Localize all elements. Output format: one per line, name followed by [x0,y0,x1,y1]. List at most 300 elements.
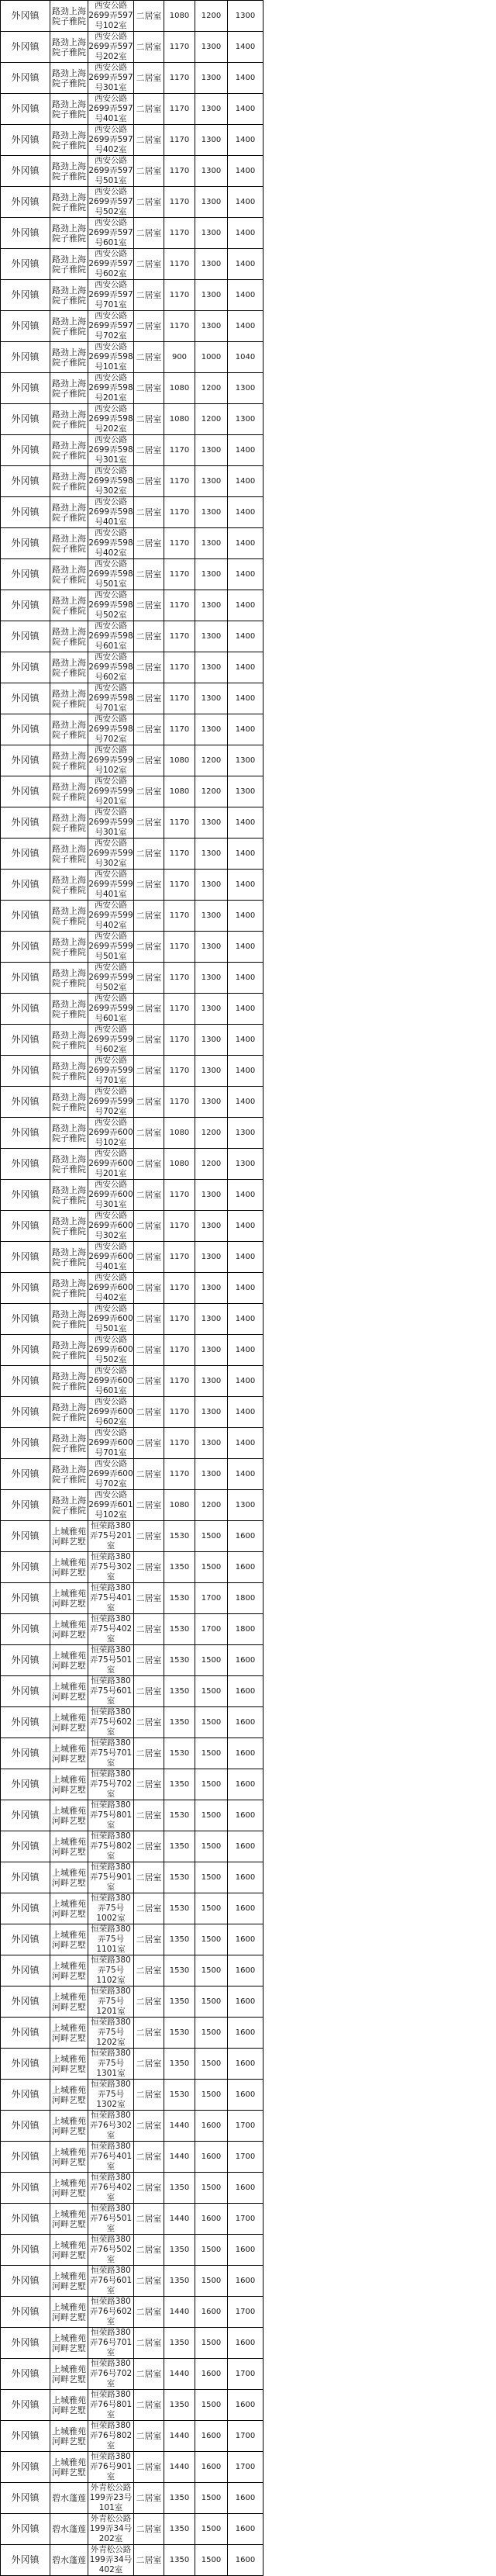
town-cell: 外冈镇 [1,1893,50,1924]
value-cell-3: 1400 [228,559,264,590]
table-row [1,404,264,435]
project-name-cell: 路劲上海院子雅院 [50,218,88,249]
value-cell-3: 1400 [228,932,264,963]
value-cell-1: 1350 [164,2328,195,2359]
value-cell-3: 1600 [228,2545,264,2576]
value-cell-3: 1400 [228,838,264,870]
unit-type-cell: 二居室 [134,1490,164,1521]
table-row [1,559,264,590]
value-cell-2: 1500 [195,1738,228,1769]
value-cell-3: 1400 [228,807,264,838]
value-cell-1: 1080 [164,776,195,807]
value-cell-1: 1440 [164,2421,195,2452]
project-name-cell: 路劲上海院子雅院 [50,838,88,870]
unit-type-cell: 二居室 [134,2142,164,2173]
value-cell-2: 1300 [195,994,228,1025]
address-cell: 西安公路2699弄597号202室 [88,32,133,61]
project-name-cell: 路劲上海院子雅院 [50,652,88,683]
value-cell-2: 1500 [195,1707,228,1738]
address-cell: 西安公路2699弄599号201室 [88,776,133,806]
value-cell-1: 1350 [164,1831,195,1862]
value-cell-3: 1600 [228,2266,264,2297]
project-name-cell: 路劲上海院子雅院 [50,1056,88,1087]
address-cell: 恒荣路380弄76号701室 [88,2328,134,2359]
project-name-cell: 路劲上海院子雅院 [50,1180,88,1211]
value-cell-3: 1400 [228,714,264,745]
town-cell: 外冈镇 [1,590,50,621]
table-row [1,373,264,404]
unit-type-cell: 二居室 [134,994,164,1025]
project-name-cell: 上城雅苑河畔艺墅 [50,1583,88,1614]
address-cell: 西安公路2699弄597号701室 [88,280,133,309]
value-cell-1: 1170 [164,1087,195,1118]
value-cell-3: 1700 [228,2142,264,2173]
value-cell-1: 1440 [164,2111,195,2142]
unit-type-cell: 二居室 [134,466,164,497]
value-cell-1: 1170 [164,311,195,342]
address-cell: 西安公路2699弄597号702室 [88,311,133,341]
town-cell: 外冈镇 [1,745,50,776]
project-name-cell: 路劲上海院子雅院 [50,125,88,156]
value-cell-3: 1400 [228,1211,264,1242]
value-cell-2: 1500 [195,1986,228,2018]
value-cell-3: 1600 [228,2080,264,2111]
project-name-cell: 上城雅苑河畔艺墅 [50,2018,88,2049]
town-cell: 外冈镇 [1,497,50,528]
value-cell-2: 1300 [195,249,228,280]
address-cell: 恒荣路380弄75号1201室 [88,1986,134,2018]
town-cell: 外冈镇 [1,1707,50,1738]
town-cell: 外冈镇 [1,1986,50,2018]
value-cell-2: 1300 [195,1335,228,1366]
table-row [1,1552,264,1583]
table-row [1,1149,264,1180]
value-cell-1: 1080 [164,1,195,32]
value-cell-2: 1300 [195,218,228,249]
value-cell-2: 1500 [195,2235,228,2266]
value-cell-1: 1080 [164,373,195,404]
value-cell-2: 1500 [195,2173,228,2204]
project-name-cell: 路劲上海院子雅院 [50,1242,88,1273]
value-cell-2: 1300 [195,870,228,901]
table-row [1,2297,264,2328]
address-cell: 恒荣路380弄75号402室 [88,1614,134,1645]
value-cell-3: 1600 [228,1769,264,1800]
address-cell: 西安公路2699弄599号401室 [88,870,133,899]
value-cell-3: 1300 [228,373,264,404]
unit-type-cell: 二居室 [134,1397,164,1428]
town-cell: 外冈镇 [1,94,50,125]
value-cell-2: 1300 [195,901,228,932]
value-cell-2: 1500 [195,1800,228,1831]
project-name-cell: 碧水蓬莲 [50,2545,88,2576]
value-cell-3: 1400 [228,1428,264,1459]
value-cell-2: 1300 [195,63,228,94]
address-cell: 恒荣路380弄75号602室 [88,1707,134,1738]
project-name-cell: 路劲上海院子雅院 [50,1118,88,1149]
unit-type-cell: 二居室 [134,2483,164,2514]
town-cell: 外冈镇 [1,2111,50,2142]
table-row [1,156,264,187]
project-name-cell: 上城雅苑河畔艺墅 [50,1645,88,1676]
town-cell: 外冈镇 [1,838,50,870]
table-row [1,218,264,249]
value-cell-2: 1600 [195,2297,228,2328]
address-cell: 外青松公路199弄34号202室 [88,2514,134,2545]
value-cell-1: 1170 [164,1304,195,1335]
address-cell: 西安公路2699弄598号202室 [88,404,133,434]
address-cell: 西安公路2699弄599号502室 [88,963,133,992]
value-cell-3: 1400 [228,435,264,466]
address-cell: 西安公路2699弄597号301室 [88,63,133,92]
unit-type-cell: 二居室 [134,1459,164,1490]
address-cell: 西安公路2699弄600号702室 [88,1459,133,1489]
value-cell-2: 1500 [195,1924,228,1955]
value-cell-3: 1400 [228,156,264,187]
project-name-cell: 上城雅苑河畔艺墅 [50,1614,88,1645]
value-cell-3: 1400 [228,683,264,714]
project-name-cell: 路劲上海院子雅院 [50,1,88,32]
value-cell-3: 1300 [228,1490,264,1521]
town-cell: 外冈镇 [1,156,50,187]
value-cell-1: 1170 [164,652,195,683]
table-row [1,1459,264,1490]
value-cell-3: 1400 [228,901,264,932]
table-row [1,497,264,528]
value-cell-1: 1170 [164,1211,195,1242]
unit-type-cell: 二居室 [134,2297,164,2328]
value-cell-1: 1170 [164,125,195,156]
value-cell-2: 1500 [195,1955,228,1986]
value-cell-1: 1350 [164,1986,195,2018]
value-cell-2: 1300 [195,590,228,621]
project-name-cell: 上城雅苑河畔艺墅 [50,2359,88,2390]
town-cell: 外冈镇 [1,932,50,963]
town-cell: 外冈镇 [1,1180,50,1211]
address-cell: 恒荣路380弄76号601室 [88,2266,134,2297]
town-cell: 外冈镇 [1,963,50,994]
project-name-cell: 路劲上海院子雅院 [50,342,88,373]
value-cell-2: 1700 [195,1583,228,1614]
town-cell: 外冈镇 [1,1087,50,1118]
unit-type-cell: 二居室 [134,1087,164,1118]
address-cell: 恒荣路380弄75号1102室 [88,1955,134,1986]
value-cell-1: 1440 [164,2204,195,2235]
project-name-cell: 路劲上海院子雅院 [50,528,88,559]
address-cell: 恒荣路380弄75号401室 [88,1583,134,1614]
address-cell: 西安公路2699弄600号302室 [88,1211,133,1240]
value-cell-1: 1170 [164,1397,195,1428]
table-row [1,1986,264,2018]
value-cell-1: 1350 [164,1552,195,1583]
value-cell-3: 1600 [228,1521,264,1552]
value-cell-1: 1170 [164,1180,195,1211]
project-name-cell: 上城雅苑河畔艺墅 [50,2266,88,2297]
address-cell: 恒荣路380弄76号501室 [88,2204,134,2235]
town-cell: 外冈镇 [1,373,50,404]
unit-type-cell: 二居室 [134,2049,164,2080]
address-cell: 外青松公路199弄23号101室 [88,2483,134,2514]
value-cell-2: 1300 [195,187,228,218]
table-row [1,1831,264,1862]
table-row [1,870,264,901]
unit-type-cell: 二居室 [134,932,164,963]
town-cell: 外冈镇 [1,2421,50,2452]
project-name-cell: 上城雅苑河畔艺墅 [50,2111,88,2142]
value-cell-3: 1400 [228,1459,264,1490]
town-cell: 外冈镇 [1,776,50,807]
value-cell-1: 1170 [164,249,195,280]
address-cell: 西安公路2699弄600号501室 [88,1304,133,1333]
value-cell-2: 1500 [195,2018,228,2049]
project-name-cell: 上城雅苑河畔艺墅 [50,2328,88,2359]
unit-type-cell: 二居室 [134,2018,164,2049]
value-cell-1: 1440 [164,2359,195,2390]
table-row [1,1800,264,1831]
value-cell-2: 1500 [195,2080,228,2111]
table-row [1,2390,264,2421]
unit-type-cell: 二居室 [134,311,164,342]
value-cell-1: 1350 [164,2235,195,2266]
table-row [1,280,264,311]
value-cell-1: 1170 [164,683,195,714]
value-cell-3: 1600 [228,2390,264,2421]
address-cell: 恒荣路380弄75号1202室 [88,2018,134,2049]
project-name-cell: 路劲上海院子雅院 [50,1273,88,1304]
value-cell-2: 1500 [195,1521,228,1552]
value-cell-2: 1300 [195,156,228,187]
unit-type-cell: 二居室 [134,1118,164,1149]
unit-type-cell: 二居室 [134,1738,164,1769]
value-cell-3: 1600 [228,2173,264,2204]
town-cell: 外冈镇 [1,2452,50,2483]
project-name-cell: 路劲上海院子雅院 [50,156,88,187]
unit-type-cell: 二居室 [134,1955,164,1986]
value-cell-3: 1300 [228,776,264,807]
unit-type-cell: 二居室 [134,1335,164,1366]
value-cell-1: 1170 [164,497,195,528]
value-cell-3: 1400 [228,466,264,497]
value-cell-2: 1700 [195,1614,228,1645]
town-cell: 外冈镇 [1,1614,50,1645]
value-cell-1: 1170 [164,559,195,590]
table-row [1,1490,264,1521]
unit-type-cell: 二居室 [134,94,164,125]
value-cell-2: 1500 [195,1676,228,1707]
value-cell-1: 1170 [164,94,195,125]
table-row [1,932,264,963]
value-cell-1: 1350 [164,2173,195,2204]
unit-type-cell: 二居室 [134,373,164,404]
value-cell-3: 1600 [228,1552,264,1583]
value-cell-2: 1300 [195,125,228,156]
value-cell-1: 1170 [164,1242,195,1273]
value-cell-1: 1530 [164,2018,195,2049]
table-row [1,1056,264,1087]
project-name-cell: 路劲上海院子雅院 [50,1397,88,1428]
address-cell: 西安公路2699弄599号501室 [88,932,133,961]
table-row [1,32,264,63]
town-cell: 外冈镇 [1,466,50,497]
address-cell: 西安公路2699弄598号401室 [88,497,133,527]
value-cell-2: 1500 [195,2328,228,2359]
address-cell: 恒荣路380弄75号802室 [88,1831,134,1862]
table-row [1,2111,264,2142]
town-cell: 外冈镇 [1,1676,50,1707]
value-cell-1: 1530 [164,1583,195,1614]
table-row [1,590,264,621]
unit-type-cell: 二居室 [134,621,164,652]
project-name-cell: 路劲上海院子雅院 [50,1335,88,1366]
unit-type-cell: 二居室 [134,1614,164,1645]
town-cell: 外冈镇 [1,1521,50,1552]
value-cell-1: 900 [164,342,195,373]
unit-type-cell: 二居室 [134,404,164,435]
value-cell-2: 1600 [195,2111,228,2142]
table-row [1,2204,264,2235]
value-cell-1: 1350 [164,1676,195,1707]
table-row [1,1025,264,1056]
value-cell-3: 1400 [228,63,264,94]
value-cell-1: 1350 [164,1769,195,1800]
unit-type-cell: 二居室 [134,1645,164,1676]
value-cell-3: 1400 [228,590,264,621]
town-cell: 外冈镇 [1,1955,50,1986]
value-cell-3: 1600 [228,2235,264,2266]
address-cell: 西安公路2699弄599号301室 [88,807,133,837]
value-cell-3: 1040 [228,342,264,373]
project-name-cell: 上城雅苑河畔艺墅 [50,1893,88,1924]
town-cell: 外冈镇 [1,1459,50,1490]
value-cell-3: 1600 [228,1862,264,1893]
value-cell-2: 1500 [195,1831,228,1862]
value-cell-3: 1400 [228,1180,264,1211]
value-cell-3: 1400 [228,1366,264,1397]
town-cell: 外冈镇 [1,1273,50,1304]
value-cell-2: 1300 [195,932,228,963]
value-cell-2: 1500 [195,2390,228,2421]
table-row [1,2483,264,2514]
value-cell-1: 1170 [164,280,195,311]
project-name-cell: 上城雅苑河畔艺墅 [50,2235,88,2266]
value-cell-3: 1300 [228,745,264,776]
unit-type-cell: 二居室 [134,838,164,870]
value-cell-2: 1500 [195,2266,228,2297]
value-cell-3: 1400 [228,1025,264,1056]
value-cell-3: 1700 [228,2204,264,2235]
address-cell: 西安公路2699弄598号601室 [88,621,133,651]
unit-type-cell: 二居室 [134,1056,164,1087]
town-cell: 外冈镇 [1,2359,50,2390]
project-name-cell: 上城雅苑河畔艺墅 [50,2297,88,2328]
value-cell-3: 1400 [228,94,264,125]
value-cell-2: 1300 [195,311,228,342]
table-row [1,1707,264,1738]
project-name-cell: 上城雅苑河畔艺墅 [50,2204,88,2235]
table-row [1,63,264,94]
value-cell-2: 1600 [195,2452,228,2483]
value-cell-1: 1170 [164,1273,195,1304]
table-row [1,621,264,652]
unit-type-cell: 二居室 [134,435,164,466]
address-cell: 恒荣路380弄75号201室 [88,1521,134,1552]
value-cell-1: 1170 [164,901,195,932]
value-cell-3: 1400 [228,1273,264,1304]
value-cell-3: 1400 [228,528,264,559]
address-cell: 西安公路2699弄600号102室 [88,1118,133,1147]
table-row [1,1428,264,1459]
value-cell-2: 1300 [195,94,228,125]
table-row [1,1676,264,1707]
table-row [1,1118,264,1149]
address-cell: 外青松公路199弄34号402室 [88,2545,134,2576]
address-cell: 西安公路2699弄598号602室 [88,652,133,682]
value-cell-2: 1500 [195,1552,228,1583]
value-cell-3: 1700 [228,2421,264,2452]
table-row [1,1366,264,1397]
town-cell: 外冈镇 [1,1645,50,1676]
table-row [1,1862,264,1893]
value-cell-3: 1400 [228,652,264,683]
value-cell-1: 1350 [164,1707,195,1738]
project-name-cell: 路劲上海院子雅院 [50,683,88,714]
value-cell-2: 1300 [195,528,228,559]
value-cell-3: 1300 [228,1,264,32]
value-cell-3: 1600 [228,1986,264,2018]
address-cell: 西安公路2699弄599号402室 [88,901,133,930]
value-cell-3: 1600 [228,2328,264,2359]
table-row [1,249,264,280]
value-cell-1: 1170 [164,621,195,652]
table-row [1,2266,264,2297]
unit-type-cell: 二居室 [134,218,164,249]
project-name-cell: 路劲上海院子雅院 [50,1149,88,1180]
project-name-cell: 路劲上海院子雅院 [50,311,88,342]
value-cell-3: 1600 [228,2514,264,2545]
value-cell-2: 1600 [195,2204,228,2235]
town-cell: 外冈镇 [1,1769,50,1800]
town-cell: 外冈镇 [1,187,50,218]
town-cell: 外冈镇 [1,807,50,838]
value-cell-1: 1080 [164,404,195,435]
address-cell: 恒荣路380弄76号502室 [88,2235,134,2266]
value-cell-3: 1700 [228,2297,264,2328]
project-name-cell: 路劲上海院子雅院 [50,807,88,838]
value-cell-2: 1200 [195,745,228,776]
value-cell-2: 1500 [195,2483,228,2514]
value-cell-1: 1350 [164,2390,195,2421]
unit-type-cell: 二居室 [134,1025,164,1056]
table-row [1,125,264,156]
value-cell-2: 1200 [195,373,228,404]
address-cell: 西安公路2699弄598号101室 [88,342,133,372]
project-name-cell: 路劲上海院子雅院 [50,280,88,311]
value-cell-1: 1170 [164,1025,195,1056]
value-cell-2: 1300 [195,807,228,838]
town-cell: 外冈镇 [1,1552,50,1583]
project-name-cell: 路劲上海院子雅院 [50,1304,88,1335]
address-cell: 恒荣路380弄75号702室 [88,1769,134,1800]
town-cell: 外冈镇 [1,125,50,156]
town-cell: 外冈镇 [1,342,50,373]
table-row [1,714,264,745]
value-cell-2: 1200 [195,1,228,32]
value-cell-3: 1400 [228,280,264,311]
value-cell-3: 1800 [228,1614,264,1645]
table-row [1,94,264,125]
value-cell-3: 1400 [228,963,264,994]
town-cell: 外冈镇 [1,1025,50,1056]
